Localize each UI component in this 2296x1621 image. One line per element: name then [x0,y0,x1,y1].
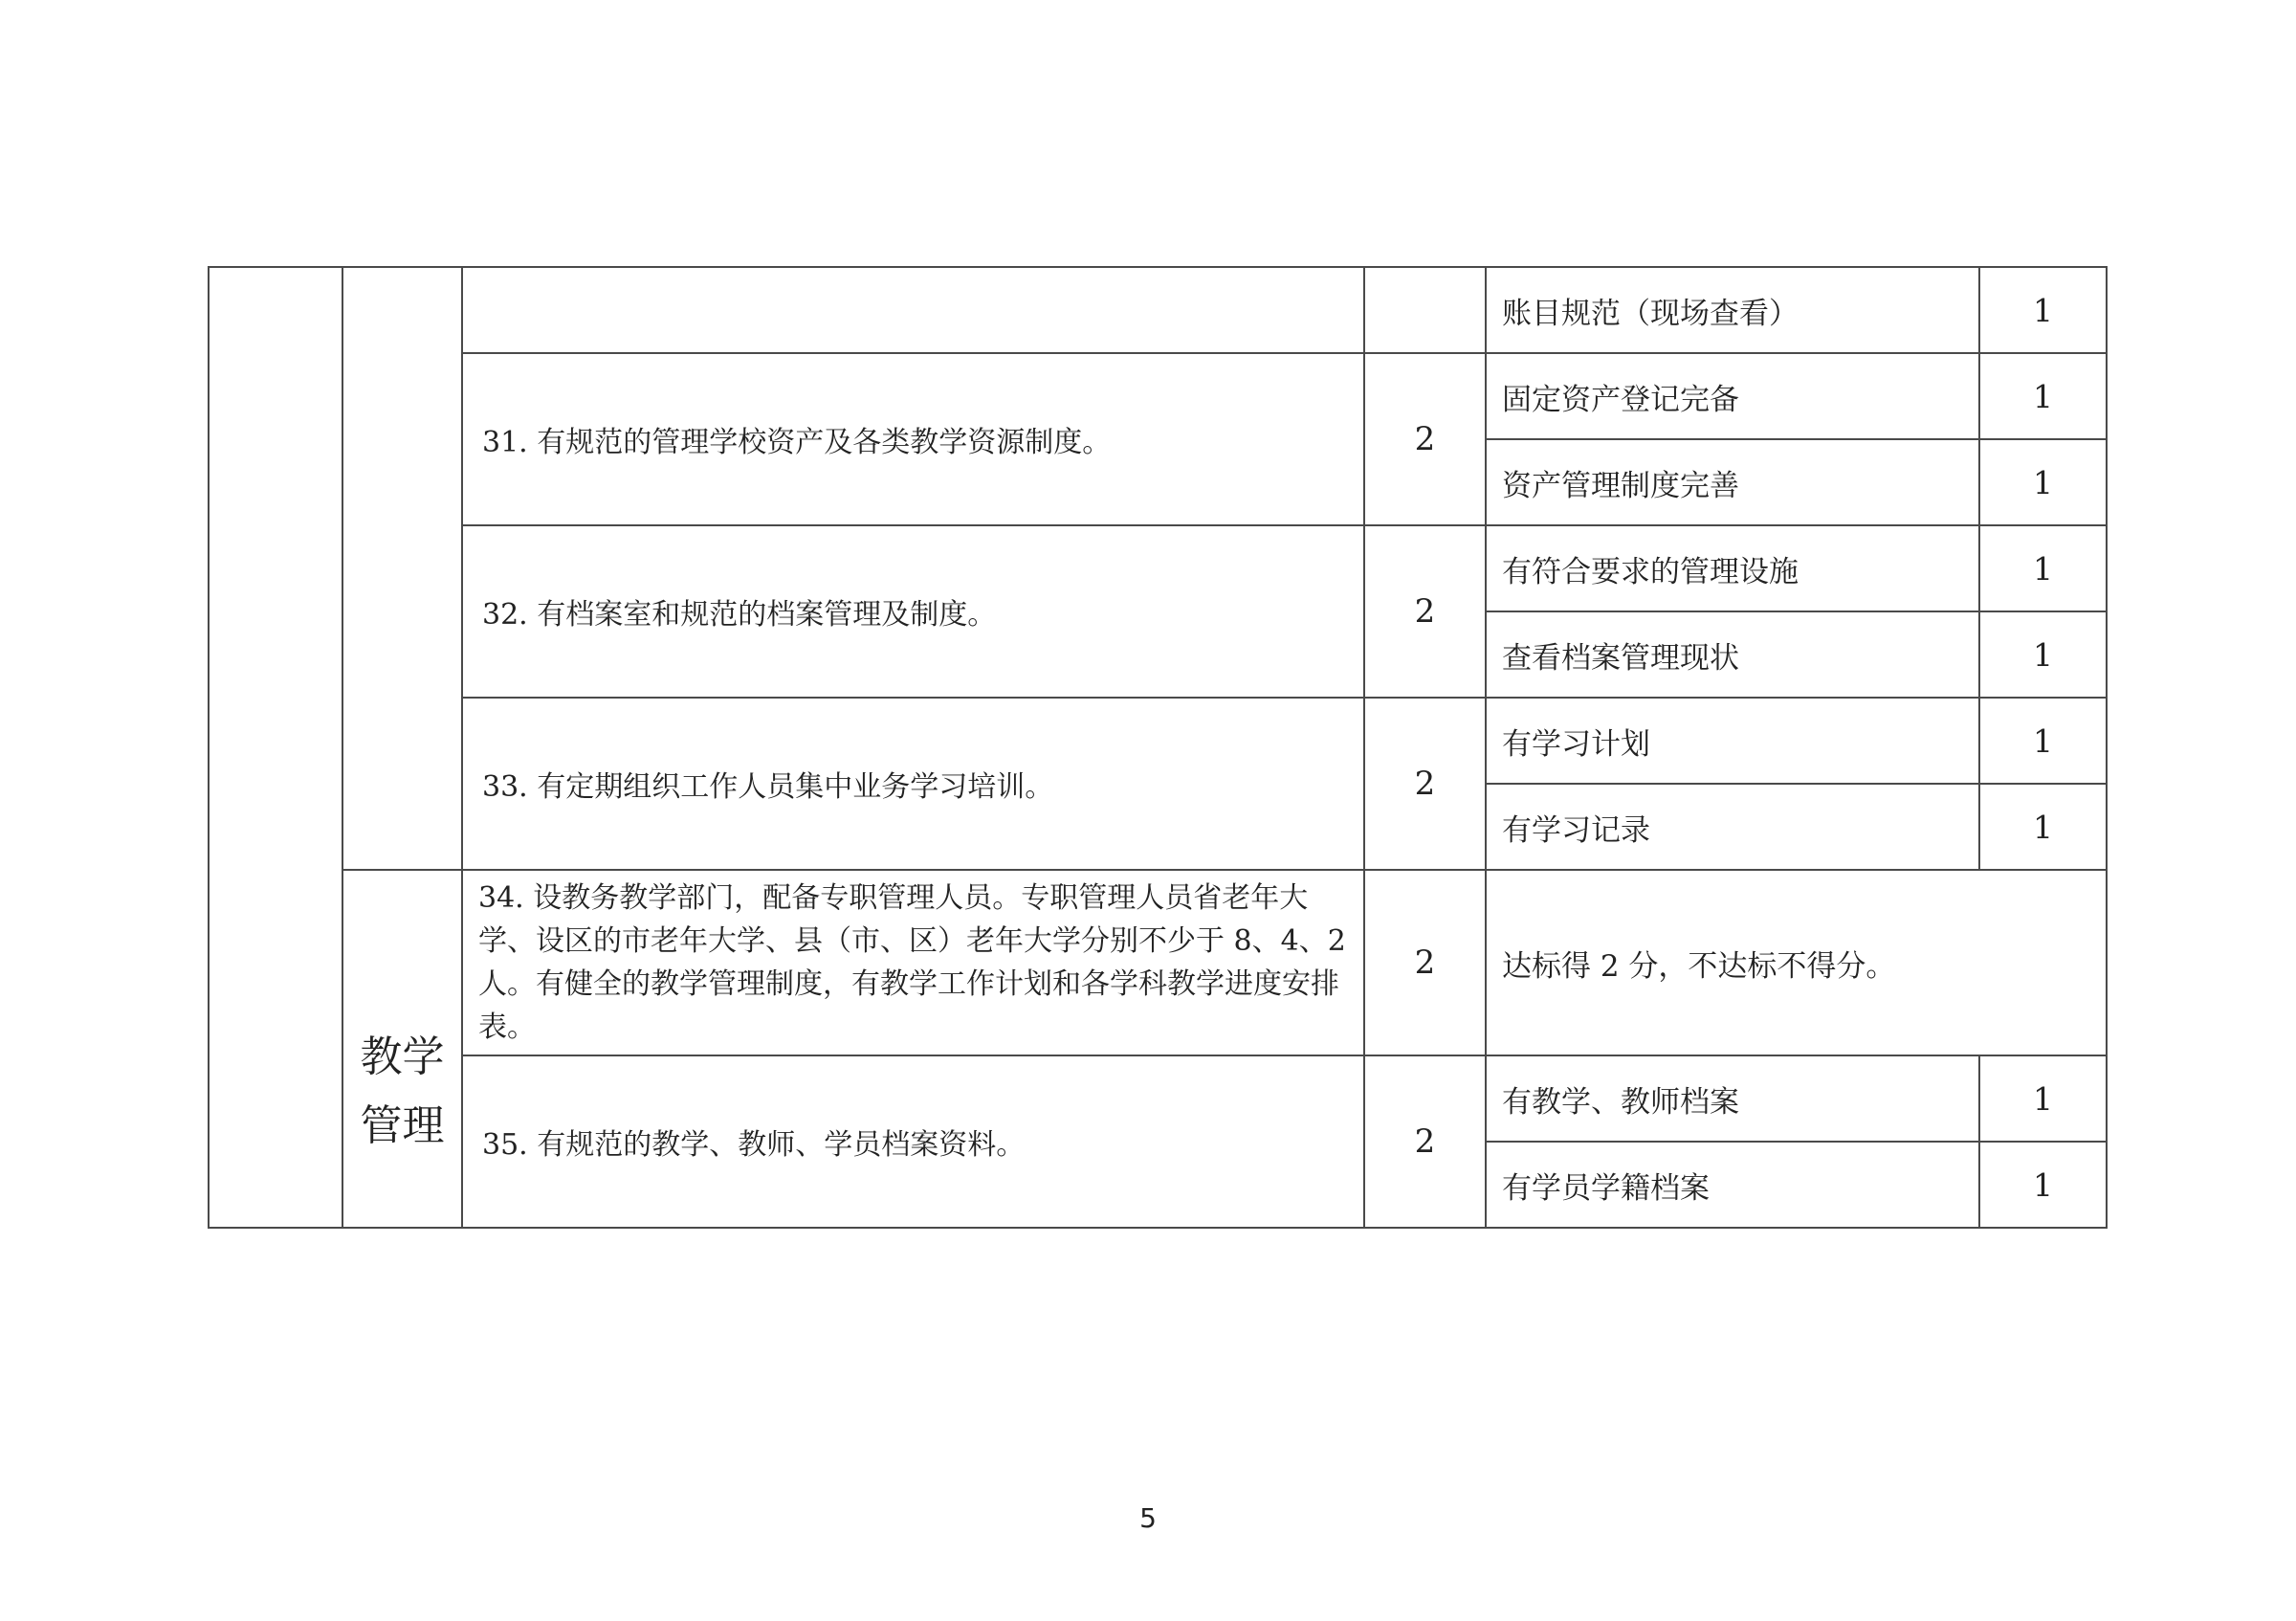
category-teaching-management: 教学管理 [342,870,462,1228]
item-score: 2 [1364,525,1486,698]
item-score: 2 [1364,870,1486,1055]
criterion-points: 1 [1979,353,2107,439]
criterion-label: 有学习记录 [1486,784,1979,870]
criterion-label: 有学习计划 [1486,698,1979,784]
criterion-points: 1 [1979,525,2107,611]
criterion-points: 1 [1979,698,2107,784]
blank-subcategory-cell [342,267,462,870]
item-description: 34. 设教务教学部门，配备专职管理人员。专职管理人员省老年大学、设区的市老年大学、县（市、区）老年大学分别不少于 8、4、2 人。有健全的教学管理制度，有教学工作计划和各学科教学进度安排表。 [462,870,1364,1055]
criterion-label: 有教学、教师档案 [1486,1055,1979,1142]
criterion-points: 1 [1979,439,2107,525]
criterion-label: 资产管理制度完善 [1486,439,1979,525]
table-row [209,698,2107,784]
criterion-label: 有符合要求的管理设施 [1486,525,1979,611]
blank-category-cell [209,267,342,1228]
table-row [209,870,2107,1055]
blank-score-cell [1364,267,1486,353]
table-row [209,353,2107,439]
item-description: 32. 有档案室和规范的档案管理及制度。 [462,525,1364,698]
item-score: 2 [1364,698,1486,870]
page-number: 5 [1139,1502,1157,1534]
criterion-points: 1 [1979,267,2107,353]
table-row [209,525,2107,611]
item-description: 35. 有规范的教学、教师、学员档案资料。 [462,1055,1364,1228]
criterion-label: 账目规范（现场查看） [1486,267,1979,353]
evaluation-table [208,266,2108,1229]
item-score: 2 [1364,353,1486,525]
criterion-points: 1 [1979,611,2107,698]
table-row [209,267,2107,353]
scoring-standard: 达标得 2 分，不达标不得分。 [1486,870,2107,1055]
criterion-points: 1 [1979,1142,2107,1228]
item-description: 33. 有定期组织工作人员集中业务学习培训。 [462,698,1364,870]
criterion-points: 1 [1979,1055,2107,1142]
criterion-label: 查看档案管理现状 [1486,611,1979,698]
item-score: 2 [1364,1055,1486,1228]
table-row [209,1055,2107,1142]
criterion-label: 有学员学籍档案 [1486,1142,1979,1228]
criterion-label: 固定资产登记完备 [1486,353,1979,439]
criterion-points: 1 [1979,784,2107,870]
blank-item-cell [462,267,1364,353]
item-description: 31. 有规范的管理学校资产及各类教学资源制度。 [462,353,1364,525]
